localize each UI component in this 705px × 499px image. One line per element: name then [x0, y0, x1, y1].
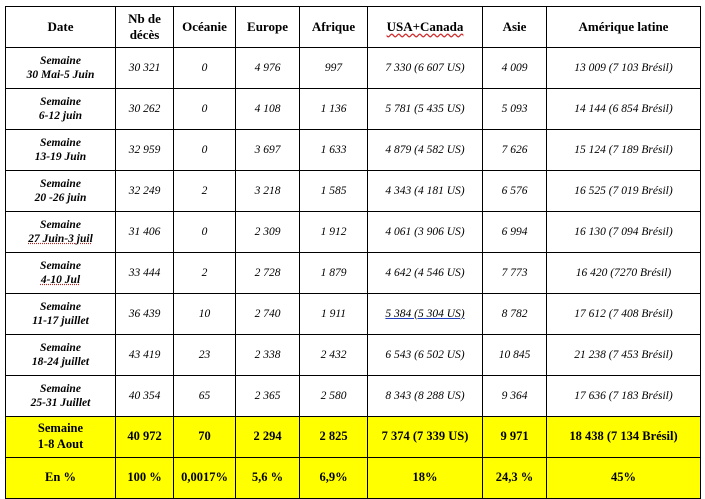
cell-asia: 24,3 %	[483, 458, 547, 499]
cell-latin-america: 15 124 (7 189 Brésil)	[547, 130, 701, 171]
cell-deaths: 33 444	[116, 253, 174, 294]
table-row	[6, 212, 701, 253]
cell-oceania: 10	[174, 294, 236, 335]
cell-oceania: 0	[174, 130, 236, 171]
cell-oceania: 0	[174, 89, 236, 130]
cell-usa-canada: 5 781 (5 435 US)	[368, 89, 483, 130]
cell-latin-america: 14 144 (6 854 Brésil)	[547, 89, 701, 130]
cell-deaths: 100 %	[116, 458, 174, 499]
cell-deaths: 36 439	[116, 294, 174, 335]
cell-africa: 6,9%	[300, 458, 368, 499]
cell-usa-canada: 4 061 (3 906 US)	[368, 212, 483, 253]
row-label-line1: Semaine	[40, 300, 81, 313]
cell-usa-canada: 4 642 (4 546 US)	[368, 253, 483, 294]
table-row	[6, 89, 701, 130]
row-label-line2: 11-17 juillet	[32, 315, 89, 327]
table-header	[6, 7, 701, 48]
cell-oceania: 65	[174, 376, 236, 417]
cell-europe: 2 338	[236, 335, 300, 376]
row-label-line2: 20 -26 juin	[34, 192, 87, 204]
row-label	[6, 253, 116, 294]
cell-latin-america: 16 525 (7 019 Brésil)	[547, 171, 701, 212]
cell-deaths: 31 406	[116, 212, 174, 253]
row-label	[6, 294, 116, 335]
cell-asia: 7 773	[483, 253, 547, 294]
cell-africa: 1 585	[300, 171, 368, 212]
table-row	[6, 335, 701, 376]
cell-europe: 2 740	[236, 294, 300, 335]
column-header-deaths: Nb de décès	[116, 7, 174, 48]
row-label-line2: 25-31 Juillet	[30, 397, 91, 409]
column-header-oceania: Océanie	[174, 7, 236, 48]
cell-oceania: 0,0017%	[174, 458, 236, 499]
column-header-africa: Afrique	[300, 7, 368, 48]
cell-usa-canada: 7 374 (7 339 US)	[368, 417, 483, 458]
cell-europe: 2 309	[236, 212, 300, 253]
cell-deaths: 40 972	[116, 417, 174, 458]
row-label-line2: 30 Mai-5 Juin	[26, 69, 95, 81]
row-label-line1: Semaine	[40, 382, 81, 395]
cell-africa: 1 879	[300, 253, 368, 294]
cell-europe: 2 365	[236, 376, 300, 417]
cell-oceania: 70	[174, 417, 236, 458]
cell-europe: 3 218	[236, 171, 300, 212]
cell-deaths: 40 354	[116, 376, 174, 417]
cell-europe: 5,6 %	[236, 458, 300, 499]
cell-usa-canada: 4 343 (4 181 US)	[368, 171, 483, 212]
cell-asia: 5 093	[483, 89, 547, 130]
cell-latin-america: 16 130 (7 094 Brésil)	[547, 212, 701, 253]
cell-usa-canada: 4 879 (4 582 US)	[368, 130, 483, 171]
cell-africa: 2 580	[300, 376, 368, 417]
cell-oceania: 23	[174, 335, 236, 376]
table-row	[6, 171, 701, 212]
row-label	[6, 89, 116, 130]
cell-europe: 2 294	[236, 417, 300, 458]
table-row	[6, 376, 701, 417]
cell-usa-canada: 5 384 (5 304 US)	[368, 294, 483, 335]
row-label	[6, 48, 116, 89]
cell-deaths: 30 321	[116, 48, 174, 89]
row-label-line1: Semaine	[40, 95, 81, 108]
cell-asia: 9 971	[483, 417, 547, 458]
row-label	[6, 212, 116, 253]
row-label	[6, 335, 116, 376]
cell-latin-america: 16 420 (7270 Brésil)	[547, 253, 701, 294]
row-label	[6, 458, 116, 499]
cell-oceania: 0	[174, 48, 236, 89]
cell-latin-america: 13 009 (7 103 Brésil)	[547, 48, 701, 89]
column-header-asia: Asie	[483, 7, 547, 48]
row-label-line1: Semaine	[40, 177, 81, 190]
table-row-percent	[6, 458, 701, 499]
row-label	[6, 376, 116, 417]
cell-asia: 10 845	[483, 335, 547, 376]
cell-latin-america: 21 238 (7 453 Brésil)	[547, 335, 701, 376]
cell-latin-america: 17 612 (7 408 Brésil)	[547, 294, 701, 335]
cell-deaths: 30 262	[116, 89, 174, 130]
table-body	[6, 48, 701, 499]
row-label-line1: Semaine	[40, 136, 81, 149]
table-row	[6, 294, 701, 335]
cell-asia: 9 364	[483, 376, 547, 417]
cell-deaths: 32 249	[116, 171, 174, 212]
cell-europe: 3 697	[236, 130, 300, 171]
row-label-line1: Semaine	[37, 421, 84, 436]
row-label-line2: 4-10 Jul	[40, 274, 81, 286]
cell-asia: 4 009	[483, 48, 547, 89]
row-label-line2: 6-12 juin	[38, 110, 83, 122]
cell-asia: 6 576	[483, 171, 547, 212]
cell-deaths: 43 419	[116, 335, 174, 376]
row-label-line1: Semaine	[40, 54, 81, 67]
cell-latin-america: 17 636 (7 183 Brésil)	[547, 376, 701, 417]
row-label-line2: 13-19 Juin	[34, 151, 87, 163]
cell-oceania: 2	[174, 171, 236, 212]
table-row-highlighted	[6, 417, 701, 458]
row-label-line2: 18-24 juillet	[31, 356, 90, 368]
weekly-deaths-table	[5, 6, 701, 499]
row-label-line2: 27 Juin-3 juil	[28, 233, 93, 245]
row-label-line1: Semaine	[40, 218, 81, 231]
cell-africa: 1 912	[300, 212, 368, 253]
cell-usa-canada: 6 543 (6 502 US)	[368, 335, 483, 376]
cell-deaths: 32 959	[116, 130, 174, 171]
cell-latin-america: 45%	[547, 458, 701, 499]
column-header-date: Date	[6, 7, 116, 48]
row-label	[6, 417, 116, 458]
cell-asia: 7 626	[483, 130, 547, 171]
column-header-europe: Europe	[236, 7, 300, 48]
row-label-line1: Semaine	[40, 259, 81, 272]
table-row	[6, 130, 701, 171]
table-row	[6, 48, 701, 89]
cell-africa: 2 825	[300, 417, 368, 458]
cell-asia: 8 782	[483, 294, 547, 335]
cell-usa-canada: 18%	[368, 458, 483, 499]
cell-oceania: 0	[174, 212, 236, 253]
row-label	[6, 130, 116, 171]
cell-oceania: 2	[174, 253, 236, 294]
cell-usa-canada: 8 343 (8 288 US)	[368, 376, 483, 417]
cell-europe: 4 976	[236, 48, 300, 89]
header-row	[6, 7, 701, 48]
cell-usa-canada: 7 330 (6 607 US)	[368, 48, 483, 89]
cell-africa: 2 432	[300, 335, 368, 376]
cell-asia: 6 994	[483, 212, 547, 253]
column-header-usa-canada: USA+Canada	[368, 7, 483, 48]
cell-europe: 2 728	[236, 253, 300, 294]
row-label	[6, 171, 116, 212]
row-label-line2: 1-8 Aout	[37, 437, 84, 451]
cell-africa: 1 911	[300, 294, 368, 335]
cell-latin-america: 18 438 (7 134 Brésil)	[547, 417, 701, 458]
cell-africa: 1 136	[300, 89, 368, 130]
cell-europe: 4 108	[236, 89, 300, 130]
cell-africa: 1 633	[300, 130, 368, 171]
column-header-latin-america: Amérique latine	[547, 7, 701, 48]
row-label-line1: En %	[45, 470, 76, 485]
row-label-line1: Semaine	[40, 341, 81, 354]
table-row	[6, 253, 701, 294]
cell-africa: 997	[300, 48, 368, 89]
